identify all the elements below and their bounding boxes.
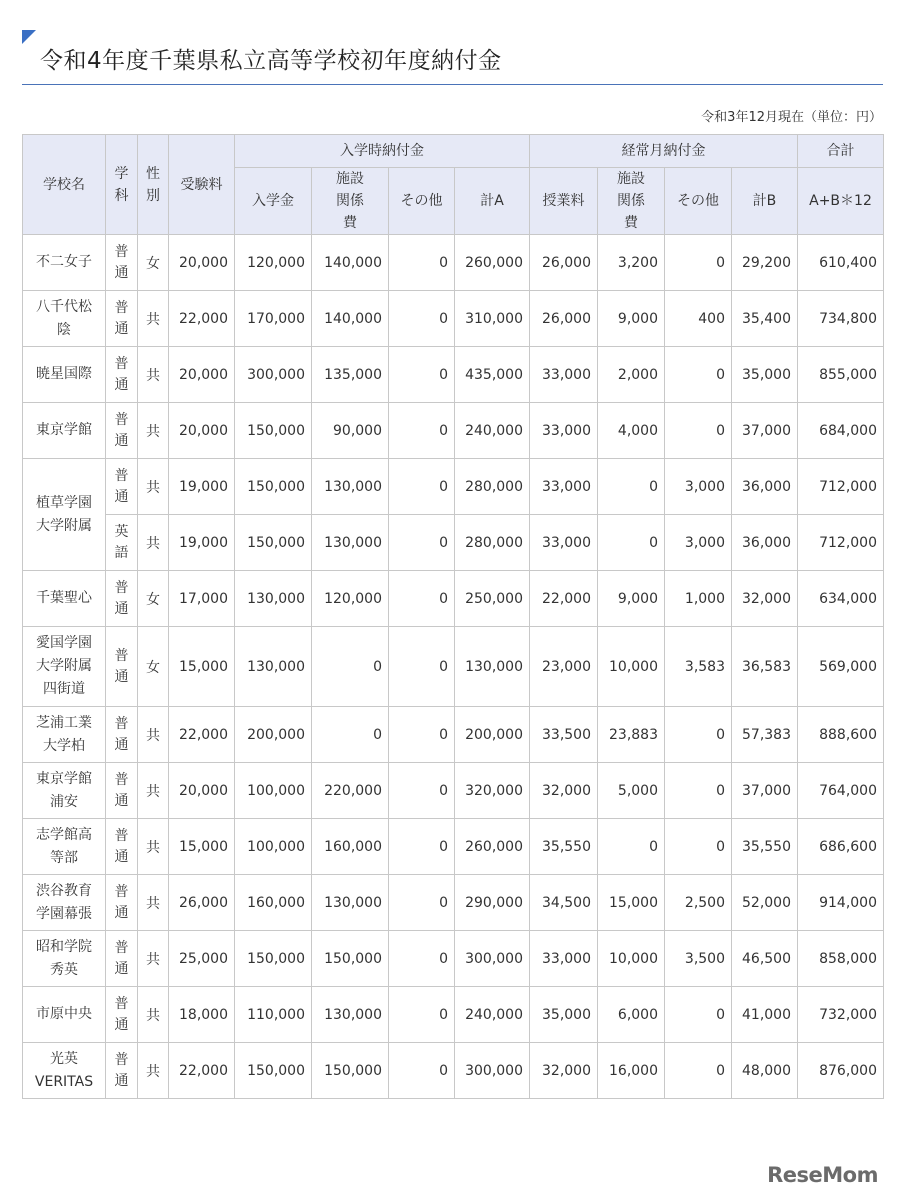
total-a-cell: 300,000 [455,931,530,987]
resemom-logo: ReseMom [767,1163,878,1187]
header-admission-other: その他 [389,168,455,235]
total-b-cell: 36,583 [732,627,798,707]
tuition-cell: 35,000 [530,987,598,1043]
tuition-cell: 33,000 [530,459,598,515]
table-row [23,403,884,459]
admission-facility-cell: 130,000 [312,459,389,515]
total-b-cell: 52,000 [732,875,798,931]
total-b-cell: 48,000 [732,1043,798,1099]
header-monthly-group: 経常月納付金 [530,135,798,168]
table-row [23,931,884,987]
header-tuition: 授業料 [530,168,598,235]
monthly-other-cell: 0 [665,403,732,459]
admission-facility-cell: 120,000 [312,571,389,627]
admission-fee-cell: 160,000 [235,875,312,931]
course-cell: 英 語 [106,515,138,571]
sex-cell: 女 [138,235,169,291]
header-sex-text: 性 別 [146,165,160,204]
header-admission-facility [312,168,389,235]
total-a-cell: 260,000 [455,235,530,291]
exam-fee-cell: 22,000 [169,291,235,347]
header-monthly-facility-text: 施設 関係 費 [617,171,645,231]
admission-fee-cell: 130,000 [235,627,312,707]
admission-fee-cell: 150,000 [235,459,312,515]
sex-cell: 共 [138,987,169,1043]
admission-fee-cell: 130,000 [235,571,312,627]
grand-total-cell: 684,000 [798,403,884,459]
tuition-cell: 33,000 [530,347,598,403]
header-admission-facility-text: 施設 関係 費 [336,171,364,231]
admission-other-cell: 0 [389,403,455,459]
header-sex [138,135,169,235]
total-b-cell: 46,500 [732,931,798,987]
table-row [23,347,884,403]
school-name-cell: 植草学園 大学附属 [23,459,106,571]
grand-total-cell: 855,000 [798,347,884,403]
tuition-cell: 33,000 [530,515,598,571]
monthly-other-cell: 0 [665,987,732,1043]
admission-facility-cell: 130,000 [312,987,389,1043]
grand-total-cell: 569,000 [798,627,884,707]
tuition-cell: 33,000 [530,403,598,459]
total-a-cell: 290,000 [455,875,530,931]
exam-fee-cell: 19,000 [169,515,235,571]
header-course-text: 学 科 [114,165,129,204]
grand-total-cell: 712,000 [798,515,884,571]
total-b-cell: 37,000 [732,403,798,459]
total-a-cell: 260,000 [455,819,530,875]
sex-cell: 共 [138,931,169,987]
grand-total-cell: 732,000 [798,987,884,1043]
monthly-facility-cell: 0 [598,515,665,571]
grand-total-cell: 858,000 [798,931,884,987]
admission-other-cell: 0 [389,931,455,987]
exam-fee-cell: 25,000 [169,931,235,987]
total-b-cell: 57,383 [732,707,798,763]
header-total-formula: A+B＊12 [798,168,884,235]
monthly-other-cell: 0 [665,1043,732,1099]
school-name-cell: 暁星国際 [23,347,106,403]
admission-facility-cell: 90,000 [312,403,389,459]
title-divider [22,84,883,85]
exam-fee-cell: 18,000 [169,987,235,1043]
grand-total-cell: 712,000 [798,459,884,515]
grand-total-cell: 634,000 [798,571,884,627]
monthly-facility-cell: 16,000 [598,1043,665,1099]
admission-other-cell: 0 [389,875,455,931]
course-cell: 普 通 [106,875,138,931]
admission-fee-cell: 100,000 [235,763,312,819]
table-row [23,987,884,1043]
total-a-cell: 435,000 [455,347,530,403]
exam-fee-cell: 20,000 [169,763,235,819]
admission-facility-cell: 130,000 [312,515,389,571]
admission-other-cell: 0 [389,1043,455,1099]
admission-facility-cell: 0 [312,707,389,763]
admission-facility-cell: 220,000 [312,763,389,819]
monthly-facility-cell: 10,000 [598,931,665,987]
admission-other-cell: 0 [389,763,455,819]
exam-fee-cell: 22,000 [169,1043,235,1099]
monthly-facility-cell: 0 [598,459,665,515]
total-a-cell: 310,000 [455,291,530,347]
course-cell: 普 通 [106,1043,138,1099]
total-b-cell: 29,200 [732,235,798,291]
monthly-facility-cell: 6,000 [598,987,665,1043]
header-exam-fee: 受験料 [169,135,235,235]
course-cell: 普 通 [106,707,138,763]
monthly-other-cell: 0 [665,707,732,763]
school-name-cell: 志学館高 等部 [23,819,106,875]
tuition-cell: 32,000 [530,1043,598,1099]
monthly-other-cell: 3,583 [665,627,732,707]
grand-total-cell: 888,600 [798,707,884,763]
course-cell: 普 通 [106,459,138,515]
admission-other-cell: 0 [389,459,455,515]
admission-fee-cell: 150,000 [235,515,312,571]
admission-other-cell: 0 [389,571,455,627]
course-cell: 普 通 [106,763,138,819]
course-cell: 普 通 [106,235,138,291]
admission-facility-cell: 130,000 [312,875,389,931]
course-cell: 普 通 [106,291,138,347]
exam-fee-cell: 26,000 [169,875,235,931]
course-cell: 普 通 [106,931,138,987]
admission-fee-cell: 150,000 [235,1043,312,1099]
grand-total-cell: 764,000 [798,763,884,819]
school-name-cell: 愛国学園 大学附属 四街道 [23,627,106,707]
monthly-facility-cell: 9,000 [598,571,665,627]
grand-total-cell: 876,000 [798,1043,884,1099]
exam-fee-cell: 20,000 [169,347,235,403]
course-cell: 普 通 [106,347,138,403]
grand-total-cell: 610,400 [798,235,884,291]
total-b-cell: 37,000 [732,763,798,819]
admission-facility-cell: 0 [312,627,389,707]
sex-cell: 女 [138,571,169,627]
monthly-other-cell: 0 [665,763,732,819]
admission-other-cell: 0 [389,235,455,291]
school-name-cell: 市原中央 [23,987,106,1043]
monthly-other-cell: 0 [665,819,732,875]
school-name-cell: 昭和学院 秀英 [23,931,106,987]
admission-facility-cell: 150,000 [312,931,389,987]
monthly-other-cell: 1,000 [665,571,732,627]
total-b-cell: 36,000 [732,515,798,571]
admission-fee-cell: 120,000 [235,235,312,291]
monthly-facility-cell: 9,000 [598,291,665,347]
table-row [23,875,884,931]
tuition-cell: 23,000 [530,627,598,707]
exam-fee-cell: 17,000 [169,571,235,627]
exam-fee-cell: 19,000 [169,459,235,515]
total-a-cell: 240,000 [455,987,530,1043]
admission-other-cell: 0 [389,987,455,1043]
course-cell: 普 通 [106,571,138,627]
tuition-cell: 35,550 [530,819,598,875]
admission-fee-cell: 150,000 [235,403,312,459]
unit-note: 令和3年12月現在（単位：円） [701,110,882,125]
table-row [23,515,884,571]
admission-facility-cell: 140,000 [312,291,389,347]
tuition-cell: 33,500 [530,707,598,763]
school-name-cell: 不二女子 [23,235,106,291]
sex-cell: 共 [138,763,169,819]
sex-cell: 共 [138,459,169,515]
header-total-group: 合計 [798,135,884,168]
header-admission-group: 入学時納付金 [235,135,530,168]
grand-total-cell: 914,000 [798,875,884,931]
header-school: 学校名 [23,135,106,235]
sex-cell: 共 [138,819,169,875]
school-name-cell: 光英 VERITAS [23,1043,106,1099]
course-cell: 普 通 [106,987,138,1043]
monthly-other-cell: 3,000 [665,459,732,515]
tuition-cell: 26,000 [530,235,598,291]
admission-fee-cell: 150,000 [235,931,312,987]
school-name-cell: 八千代松 陰 [23,291,106,347]
table-row [23,459,884,515]
tuition-cell: 32,000 [530,763,598,819]
total-a-cell: 130,000 [455,627,530,707]
sex-cell: 女 [138,627,169,707]
admission-other-cell: 0 [389,515,455,571]
admission-fee-cell: 110,000 [235,987,312,1043]
exam-fee-cell: 15,000 [169,819,235,875]
sex-cell: 共 [138,875,169,931]
monthly-facility-cell: 2,000 [598,347,665,403]
table-row [23,627,884,707]
total-a-cell: 240,000 [455,403,530,459]
grand-total-cell: 734,800 [798,291,884,347]
total-a-cell: 320,000 [455,763,530,819]
table-row [23,291,884,347]
grand-total-cell: 686,600 [798,819,884,875]
total-a-cell: 280,000 [455,515,530,571]
monthly-other-cell: 3,000 [665,515,732,571]
header-total-a: 計A [455,168,530,235]
total-a-cell: 200,000 [455,707,530,763]
sex-cell: 共 [138,707,169,763]
table-row [23,707,884,763]
admission-fee-cell: 100,000 [235,819,312,875]
header-monthly-other: その他 [665,168,732,235]
sex-cell: 共 [138,347,169,403]
exam-fee-cell: 20,000 [169,235,235,291]
exam-fee-cell: 15,000 [169,627,235,707]
total-a-cell: 300,000 [455,1043,530,1099]
exam-fee-cell: 20,000 [169,403,235,459]
monthly-facility-cell: 0 [598,819,665,875]
table-row [23,819,884,875]
total-b-cell: 35,000 [732,347,798,403]
admission-fee-cell: 300,000 [235,347,312,403]
total-b-cell: 35,550 [732,819,798,875]
total-b-cell: 32,000 [732,571,798,627]
course-cell: 普 通 [106,627,138,707]
tuition-cell: 34,500 [530,875,598,931]
admission-other-cell: 0 [389,627,455,707]
total-b-cell: 35,400 [732,291,798,347]
header-admission-fee: 入学金 [235,168,312,235]
page-title: 令和4年度千葉県私立高等学校初年度納付金 [40,48,502,74]
admission-facility-cell: 160,000 [312,819,389,875]
monthly-facility-cell: 4,000 [598,403,665,459]
total-a-cell: 280,000 [455,459,530,515]
sex-cell: 共 [138,403,169,459]
monthly-other-cell: 3,500 [665,931,732,987]
title-corner-mark [22,30,36,44]
header-course [106,135,138,235]
table-row [23,1043,884,1099]
table-row [23,763,884,819]
admission-other-cell: 0 [389,707,455,763]
total-b-cell: 41,000 [732,987,798,1043]
admission-other-cell: 0 [389,347,455,403]
course-cell: 普 通 [106,403,138,459]
school-name-cell: 千葉聖心 [23,571,106,627]
course-cell: 普 通 [106,819,138,875]
exam-fee-cell: 22,000 [169,707,235,763]
monthly-facility-cell: 5,000 [598,763,665,819]
admission-facility-cell: 140,000 [312,235,389,291]
total-a-cell: 250,000 [455,571,530,627]
fees-table-body [23,235,884,1099]
admission-facility-cell: 135,000 [312,347,389,403]
sex-cell: 共 [138,291,169,347]
table-row [23,571,884,627]
admission-fee-cell: 170,000 [235,291,312,347]
tuition-cell: 26,000 [530,291,598,347]
monthly-facility-cell: 3,200 [598,235,665,291]
monthly-other-cell: 2,500 [665,875,732,931]
school-name-cell: 芝浦工業 大学柏 [23,707,106,763]
header-monthly-facility [598,168,665,235]
monthly-facility-cell: 10,000 [598,627,665,707]
school-name-cell: 東京学館 [23,403,106,459]
school-name-cell: 東京学館 浦安 [23,763,106,819]
monthly-facility-cell: 15,000 [598,875,665,931]
admission-other-cell: 0 [389,291,455,347]
tuition-cell: 22,000 [530,571,598,627]
admission-facility-cell: 150,000 [312,1043,389,1099]
tuition-cell: 33,000 [530,931,598,987]
monthly-other-cell: 0 [665,347,732,403]
fees-table [22,134,884,1099]
monthly-facility-cell: 23,883 [598,707,665,763]
table-row [23,235,884,291]
school-name-cell: 渋谷教育 学園幕張 [23,875,106,931]
monthly-other-cell: 0 [665,235,732,291]
total-b-cell: 36,000 [732,459,798,515]
sex-cell: 共 [138,515,169,571]
admission-fee-cell: 200,000 [235,707,312,763]
admission-other-cell: 0 [389,819,455,875]
header-total-b: 計B [732,168,798,235]
monthly-other-cell: 400 [665,291,732,347]
sex-cell: 共 [138,1043,169,1099]
